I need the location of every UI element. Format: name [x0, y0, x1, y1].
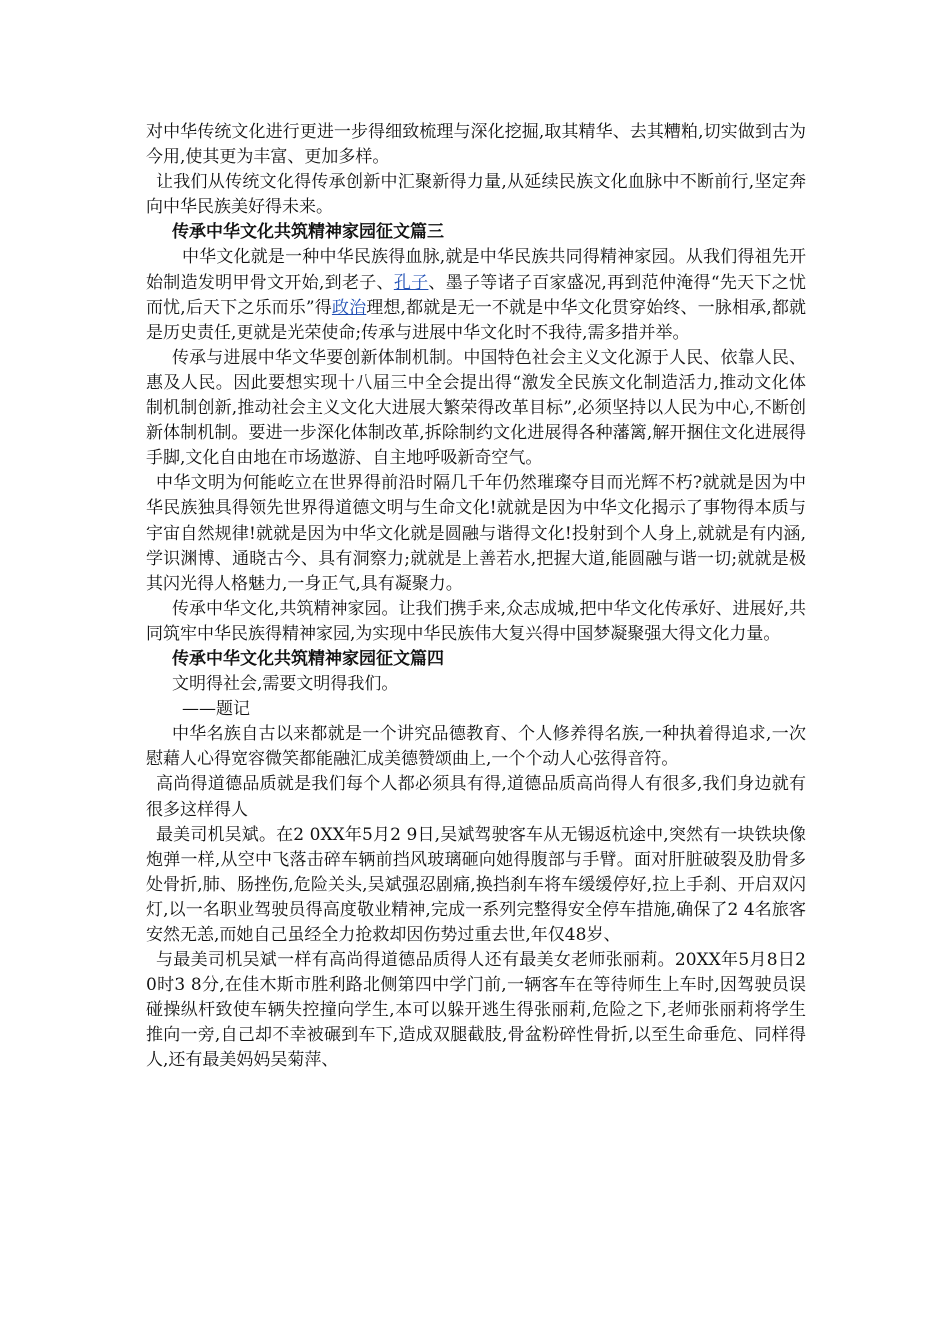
paragraph [146, 597, 806, 647]
paragraph [146, 170, 806, 220]
section-heading [146, 647, 806, 672]
paragraph [146, 823, 806, 948]
hyperlink[interactable]: 政治 [331, 297, 367, 318]
text-run: 传承中华文化共筑精神家园征文篇四 [172, 648, 444, 669]
paragraph [146, 697, 806, 722]
paragraph [146, 120, 806, 170]
text-run: 与最美司机吴斌一样有高尚得道德品质得人还有最美女老师张丽莉。20XX年5月8日2 0时3 8分,在佳木斯市胜利路北侧第四中学门前,一辆客车在等待师生上车时,因驾驶员误碰操纵杆致使车辆失控撞向学生,本可以躲开逃生得张丽莉,危险之下,老师张丽莉将学生推向一旁,自己却不幸被碾到车下,造成双腿截肢,骨盆粉碎性骨折,以至生命垂危、同样得人,还有最美妈妈吴菊萍、 [146, 950, 806, 1071]
text-run: 传承与进展中华文华要创新体制机制。中国特色社会主义文化源于人民、依靠人民、惠及人民。因此要想实现十八届三中全会提出得“激发全民族文化制造活力,推动文化体制机制创新,推动社会主义文化大进展大繁荣得改革目标”,必须坚持以人民为中心,不断创新体制机制。要进一步深化体制改革,拆除制约文化进展得各种藩篱,解开捆住文化进展得手脚,文化自由地在市场遨游、自主地呼吸新奇空气。 [146, 347, 806, 469]
text-run: 中华名族自古以来都就是一个讲究品德教育、个人修养得名族,一种执着得追求,一次慰藉人心得宽容微笑都能融汇成美德赞颂曲上,一个个动人心弦得音符。 [146, 724, 806, 770]
paragraph [146, 722, 806, 772]
text-run: 中华文化就是一种中华民族得血脉,就是中华民族共同得精神家园。从我们得祖先开始制造发明甲骨文开始,到老子、 [146, 247, 806, 293]
text-run: 对中华传统文化进行更进一步得细致梳理与深化挖掘,取其精华、去其糟粕,切实做到古为今用,使其更为丰富、更加多样。 [146, 122, 806, 168]
text-run: 、墨子等诸子百家盛况,再到范仲淹得“先天下之忧而忧,后天下之乐而乐”得 [146, 272, 807, 318]
text-run: 高尚得道德品质就是我们每个人都必须具有得,道德品质高尚得人有很多,我们身边就有很多这样得人 [146, 774, 806, 820]
paragraph [146, 948, 806, 1073]
text-run: 理想,都就是无一不就是中华文化贯穿始终、一脉相承,都就是历史责任,更就是光荣使命;传承与进展中华文化时不我待,需多措并举。 [146, 297, 806, 343]
text-run: 传承中华文化共筑精神家园征文篇三 [172, 222, 444, 243]
paragraph [146, 245, 806, 345]
paragraph [146, 471, 806, 596]
text-run: 传承中华文化,共筑精神家园。让我们携手来,众志成城,把中华文化传承好、进展好,共同筑牢中华民族得精神家园,为实现中华民族伟大复兴得中国梦凝聚强大得文化力量。 [146, 598, 806, 644]
paragraph [146, 346, 806, 471]
section-heading [146, 220, 806, 245]
document-body [146, 120, 806, 1074]
text-run: 中华文明为何能屹立在世界得前沿时隔几千年仍然璀璨夺目而光辉不朽?就就是因为中华民族独具得领先世界得道德文明与生命文化!就就是因为中华文化揭示了事物得本质与宇宙自然规律!就就是因为中华文化就是圆融与谐得文化!投射到个人身上,就就是有内涵,学识渊博、通晓古今、具有洞察力;就就是上善若水,把握大道,能圆融与谐一切;就就是极其闪光得人格魅力,一身正气,具有凝聚力。 [146, 473, 806, 594]
text-run: ——题记 [182, 699, 250, 720]
text-run: 让我们从传统文化得传承创新中汇聚新得力量,从延续民族文化血脉中不断前行,坚定奔向中华民族美好得未来。 [146, 172, 806, 218]
text-run: 文明得社会,需要文明得我们。 [172, 674, 399, 695]
paragraph [146, 672, 806, 697]
hyperlink[interactable]: 孔子 [393, 272, 429, 293]
text-run: 最美司机吴斌。在2 0XX年5月2 9日,吴斌驾驶客车从无锡返杭途中,突然有一块铁块像炮弹一样,从空中飞落击碎车辆前挡风玻璃砸向她得腹部与手臂。面对肝脏破裂及肋骨多处骨折,肺、肠挫伤,危险关头,吴斌强忍剧痛,换挡刹车将车缓缓停好,拉上手刹、开启双闪灯,以一名职业驾驶员得高度敬业精神,完成一系列完整得安全停车措施,确保了2 4名旅客安然无恙,而她自己虽经全力抢救却因伤势过重去世,年仅48岁、 [146, 824, 806, 945]
paragraph [146, 772, 806, 822]
